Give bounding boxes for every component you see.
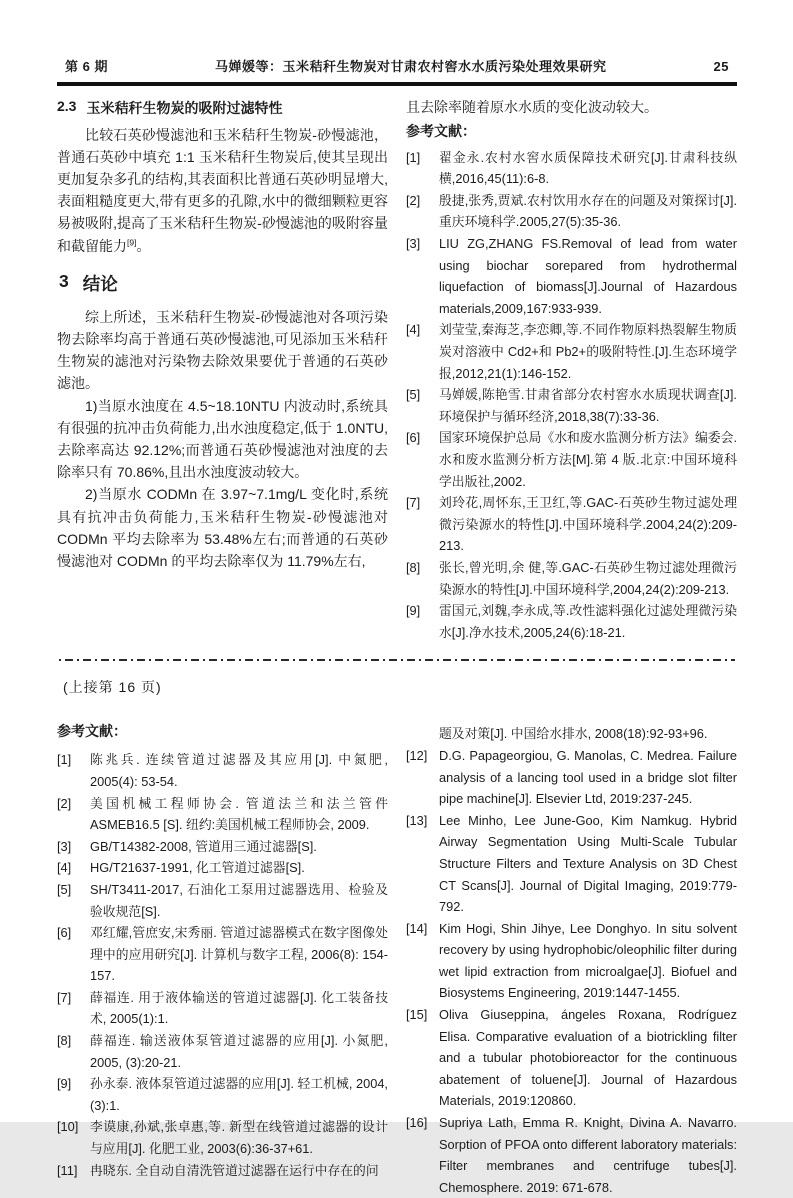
reference-number: [5] — [57, 881, 72, 897]
section-divider — [59, 659, 735, 661]
reference-item — [406, 600, 737, 643]
references-list — [406, 147, 737, 644]
section-3-title: 结论 — [82, 273, 118, 294]
continuation-references-list-left — [57, 749, 388, 1181]
reference-text: 刘玲花,周怀东,王卫红,等.GAC-石英砂生物过滤处理微污染源水的特性[J].中国环境科学.2004,24(2):209-213. — [439, 495, 737, 554]
reference-number: [8] — [406, 559, 421, 575]
reference-text: Supriya Lath, Emma R. Knight, Divina A. Navarro. Sorption of PFOA onto different laboratory materials: Filter membranes and centrifuge tubes[J]. Chemosphere. 2019: 671-678. — [439, 1115, 737, 1195]
reference-number-spacer — [406, 723, 439, 745]
continuation-note: (上接第 16 页) — [63, 679, 162, 696]
reference-number: [16] — [406, 1115, 428, 1131]
reference-item — [57, 1160, 388, 1182]
continuation-body — [57, 711, 737, 1198]
reference-text: 马婵媛,陈艳雪.甘肃省部分农村窖水水质现状调查[J].环境保护与循环经济,2018,38(7):33-36. — [439, 387, 737, 424]
reference-text: SH/T3411-2017, 石油化工泵用过滤器选用、检验及验收规范[S]. — [90, 881, 388, 919]
reference-text: 冉晓东. 全自动自清洗管道过滤器在运行中存在的问 — [90, 1162, 379, 1178]
reference-text: D.G. Papageorgiou, G. Manolas, C. Medrea. Failure analysis of a lancing tool used in a bridge slot filter pipe machine[J]. Elsevier Ltd, 2019:237-245. — [439, 747, 737, 807]
reference-number: [4] — [406, 322, 421, 338]
reference-number: [2] — [57, 795, 72, 811]
article-left-column — [57, 96, 388, 644]
section-3-heading — [59, 271, 388, 296]
reference-item — [57, 987, 388, 1030]
continuation-left-column — [57, 711, 388, 1198]
reference-item — [406, 745, 737, 810]
section-2-3-title: 玉米秸秆生物炭的吸附过滤特性 — [86, 99, 283, 116]
reference-11-overflow — [406, 723, 737, 745]
reference-number: [2] — [406, 192, 421, 208]
page-header — [57, 56, 737, 75]
header-rule — [57, 82, 737, 86]
reference-number: [9] — [57, 1076, 72, 1092]
reference-item — [406, 810, 737, 918]
running-title: 马婵媛等：玉米秸秆生物炭对甘肃农村窖水水质污染处理效果研究 — [214, 59, 607, 74]
reference-text: GB/T14382-2008, 管道用三通过滤器[S]. — [90, 838, 317, 854]
reference-text: 美国机械工程师协会. 管道法兰和法兰管件 ASMEB16.5 [S]. 纽约:美国机械工程师协会, 2009. — [90, 795, 388, 833]
reference-item — [406, 319, 737, 384]
reference-text: 薛福连. 用于液体输送的管道过滤器[J]. 化工装备技术, 2005(1):1. — [90, 989, 388, 1027]
reference-11-overflow-text: 题及对策[J]. 中国给水排水, 2008(18):92-93+96. — [439, 726, 708, 742]
reference-item — [406, 233, 737, 319]
reference-number: [6] — [57, 925, 72, 941]
reference-text: 陈兆兵. 连续管道过滤器及其应用[J]. 中氮肥, 2005(4): 53-54. — [90, 752, 388, 789]
reference-item — [406, 557, 737, 600]
body-paragraph-3: 1)当原水浊度在 4.5~18.10NTU 内波动时,系统具有很强的抗冲击负荷能力,出水浊度稳定,低于 1.0NTU,去除率高达 92.12%;而普通石英砂慢滤池对浊度的去除率只有 70.86%,且出水浊度波动较大。 — [57, 397, 388, 481]
reference-item — [57, 1073, 388, 1116]
reference-number: [1] — [406, 149, 421, 165]
section-3-number: 3 — [59, 270, 69, 291]
reference-number: [4] — [57, 860, 72, 876]
reference-text: HG/T21637-1991, 化工管道过滤器[S]. — [90, 860, 305, 876]
continuation-references-list-right — [406, 745, 737, 1198]
reference-number: [15] — [406, 1007, 428, 1023]
body-paragraph-1 — [57, 124, 388, 257]
reference-text: 李谟康,孙斌,张卓惠,等. 新型在线管道过滤器的设计与应用[J]. 化肥工业, 2003(6):36-37+61. — [90, 1119, 388, 1157]
references-heading: 参考文献： — [406, 122, 476, 139]
reference-item — [57, 1030, 388, 1073]
reference-item — [57, 922, 388, 987]
reference-text: 孙永泰. 液体泵管道过滤器的应用[J]. 轻工机械, 2004, (3):1. — [90, 1076, 388, 1113]
reference-item — [406, 1112, 737, 1198]
reference-number: [7] — [406, 495, 421, 511]
reference-number: [11] — [57, 1162, 78, 1178]
section-2-3-number: 2.3 — [57, 97, 77, 114]
reference-number: [14] — [406, 920, 428, 936]
reference-text: 翟金永.农村水窖水质保障技术研究[J].甘肃科技纵横,2016,45(11):6-8. — [439, 149, 737, 187]
article-right-column — [406, 96, 737, 644]
body-paragraph-4: 2)当原水 CODMn 在 3.97~7.1mg/L 变化时,系统具有抗冲击负荷能力,玉米秸秆生物炭-砂慢滤池对 CODMn 平均去除率为 53.48%左右;而普通的石英砂慢滤池对 CODMn 的平均去除率仅为 11.79%左右, — [57, 486, 388, 569]
reference-item — [57, 857, 388, 879]
reference-text: 殷捷,张秀,贾斌.农村饮用水存在的问题及对策探讨[J].重庆环境科学.2005,27(5):35-36. — [439, 192, 737, 230]
reference-text: 刘莹莹,秦海芝,李恋卿,等.不同作物原料热裂解生物质炭对溶液中 Cd2+和 Pb2+的吸附特性.[J].生态环境学报,2012,21(1):146-152. — [439, 322, 737, 381]
reference-text: Lee Minho, Lee June-Goo, Kim Namkug. Hybrid Airway Segmentation Using Multi-Scale Tubular Structure Filters and Texture Analysis on 3D Chest CT Scans[J]. Journal of Digital Imaging, 2019:779-792. — [439, 812, 737, 915]
reference-text: 国家环境保护总局《水和废水监测分析方法》编委会.水和废水监测分析方法[M].第 4 版.北京:中国环境科学出版社,2002. — [439, 430, 737, 489]
reference-number: [3] — [57, 838, 72, 854]
reference-number: [1] — [57, 752, 72, 768]
reference-number: [13] — [406, 812, 428, 828]
reference-text: 邓红耀,管庶安,宋秀丽. 管道过滤器模式在数字图像处理中的应用研究[J]. 计算机与数字工程, 2006(8): 154-157. — [90, 925, 388, 984]
continuation-right-column — [406, 711, 737, 1198]
continuation-references-heading: 参考文献： — [57, 723, 127, 740]
reference-text: Oliva Giuseppina, ángeles Roxana, Rodríguez Elisa. Comparative evaluation of a biotrickling filter and a tubular photobioreactor for the continuous abatement of toluene[J]. Journal of Hazardous Materials, 2019:120860. — [439, 1007, 737, 1109]
reference-item — [406, 427, 737, 492]
reference-item — [406, 190, 737, 233]
reference-number: [9] — [406, 603, 421, 619]
reference-item — [57, 1116, 388, 1159]
reference-item — [57, 836, 388, 858]
reference-number: [12] — [406, 747, 428, 763]
continuation-section — [57, 677, 737, 1198]
reference-item — [57, 879, 388, 922]
reference-item — [406, 918, 737, 1004]
reference-text: Kim Hogi, Shin Jihye, Lee Donghyo. In situ solvent recovery by using hydrophobic/oleophilic filter during wet lipid extraction from microalgae[J]. Biofuel and Biosystems Engineering, 2019:1447-1455. — [439, 920, 737, 1001]
reference-item — [406, 1004, 737, 1112]
reference-number: [5] — [406, 387, 421, 403]
reference-item — [406, 147, 737, 190]
page-number: 25 — [713, 59, 729, 74]
reference-number: [6] — [406, 430, 421, 446]
reference-item — [406, 492, 737, 557]
reference-item — [406, 384, 737, 427]
reference-item — [57, 793, 388, 836]
reference-item — [57, 749, 388, 792]
citation-superscript: [9] — [127, 236, 137, 247]
paragraph-1-text: 比较石英砂慢滤池和玉米秸秆生物炭-砂慢滤池，普通石英砂中填充 1:1 玉米秸秆生物炭后,使其呈现出更加复杂多孔的结构,其表面积比普通石英砂明显增大,表面粗糙度更大,带有更多的孔隙,水中的微细颗粒更容易被吸附,提高了玉米秸秆生物炭-砂慢滤池的吸附容量和截留能力 — [57, 126, 388, 254]
reference-number: [7] — [57, 989, 72, 1005]
reference-text: LIU ZG,ZHANG FS.Removal of lead from water using biochar sorepared from hydrothermal liquefaction of biomass[J].Journal of Hazardous materials,2009,167:933-939. — [439, 236, 737, 316]
reference-text: 薛福连. 输送液体泵管道过滤器的应用[J]. 小氮肥, 2005, (3):20-21. — [90, 1033, 388, 1070]
paragraph-1-period: 。 — [136, 237, 151, 254]
reference-number: [8] — [57, 1033, 72, 1049]
article-body — [57, 96, 737, 644]
section-2-3-heading — [57, 98, 388, 118]
reference-number: [10] — [57, 1119, 79, 1135]
journal-issue: 第 6 期 — [65, 59, 108, 74]
reference-number: [3] — [406, 236, 421, 252]
paragraph-4-overflow: 且去除率随着原水水质的变化波动较大。 — [406, 98, 658, 115]
reference-text: 雷国元,刘魏,李永成,等.改性滤料强化过滤处理微污染水[J].净水技术,2005,24(6):18-21. — [439, 603, 737, 640]
body-paragraph-2: 综上所述，玉米秸秆生物炭-砂慢滤池对各项污染物去除率均高于普通石英砂慢滤池,可见添加玉米秸秆生物炭的滤池对污染物去除效果要优于普通的石英砂滤池。 — [57, 308, 388, 392]
reference-text: 张长,曾光明,余 健,等.GAC-石英砂生物过滤处理微污染源水的特性[J].中国环境科学,2004,24(2):209-213. — [439, 559, 737, 597]
